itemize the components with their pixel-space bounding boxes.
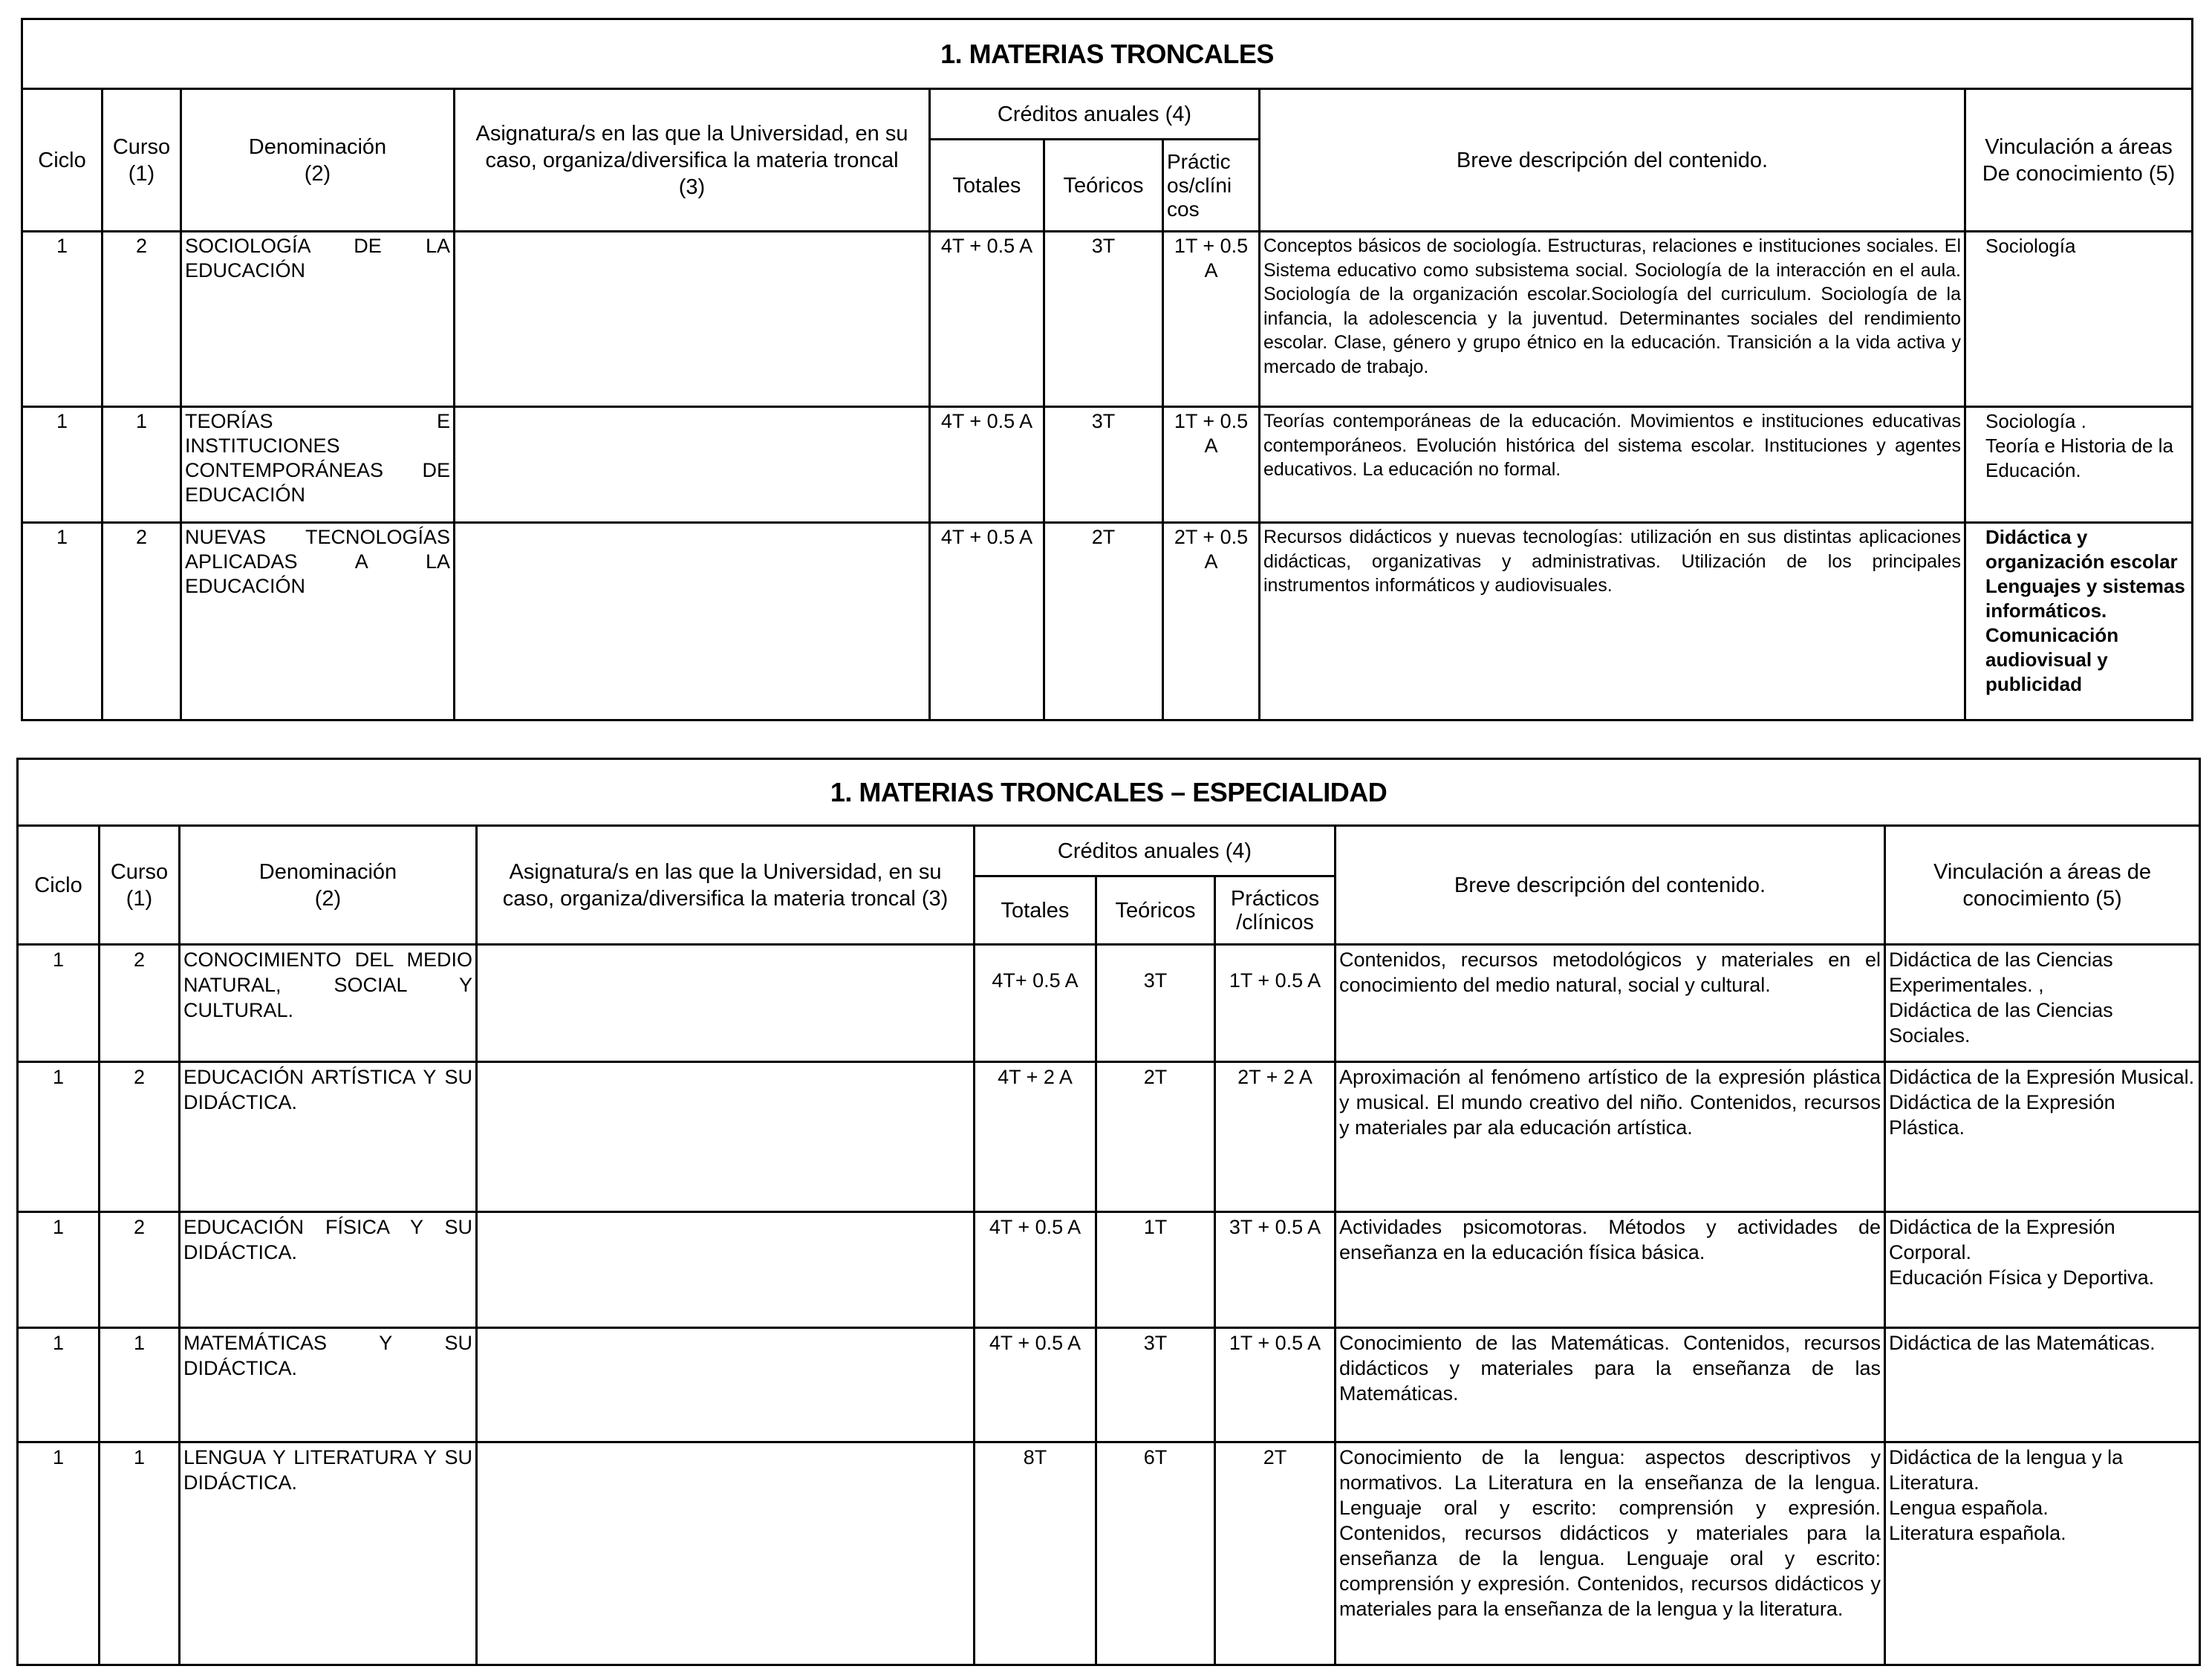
- cell-ciclo: 1: [22, 407, 103, 523]
- header-asignatura: Asignatura/s en las que la Universidad, en su caso, organiza/diversifica la materia troncal (3): [477, 826, 975, 945]
- cell-asignatura: [477, 945, 975, 1062]
- header-curso: [103, 89, 181, 232]
- area-item: Sociología .: [1985, 410, 2086, 432]
- cell-descripcion: Aproximación al fenómeno artístico de la expresión plástica y musical. El mundo creativo del niño. Contenidos, recursos y materiales par ala educación artística.: [1336, 1062, 1885, 1212]
- header-teoricos: Teóricos: [1044, 140, 1163, 232]
- table-row: [18, 1328, 2200, 1442]
- table-title: 1. MATERIAS TRONCALES – ESPECIALIDAD: [18, 759, 2200, 826]
- cell-vinculacion: [1885, 1328, 2200, 1442]
- cell-teoricos: 1T: [1096, 1212, 1215, 1328]
- cell-asignatura: [455, 407, 930, 523]
- header-asignatura: Asignatura/s en las que la Universidad, en su caso, organiza/diversifica la materia troncal (3): [455, 89, 930, 232]
- cell-ciclo: 1: [18, 1212, 100, 1328]
- area-item: Didáctica de las Ciencias Experimentales. ,: [1889, 949, 2113, 996]
- cell-totales: 4T + 2 A: [975, 1062, 1096, 1212]
- cell-asignatura: [477, 1062, 975, 1212]
- cell-practicos: 1T + 0.5 A: [1215, 1328, 1336, 1442]
- area-item: Sociología: [1985, 235, 2076, 257]
- cell-asignatura: [477, 1212, 975, 1328]
- cell-curso: 2: [100, 1062, 180, 1212]
- cell-denominacion: TEORÍAS E INSTITUCIONES CONTEMPORÁNEAS DE EDUCACIÓN: [181, 407, 455, 523]
- cell-descripcion: Conocimiento de la lengua: aspectos descriptivos y normativos. La Literatura en la enseñanza de la lengua. Lenguaje oral y escrito: comprensión y expresión. Contenidos, recursos didácticos y materiales para la enseñanza de la lengua. Lenguaje oral y escrito: comprensión y expresión. Contenidos, recursos didácticos y materiales para la enseñanza de la lengua y la literatura.: [1336, 1442, 1885, 1665]
- cell-teoricos: 3T: [1044, 232, 1163, 407]
- cell-descripcion: Conceptos básicos de sociología. Estructuras, relaciones e instituciones sociales. El Sistema educativo como subsistema social. Sociología de la interacción en el aula. Sociología de la organización escolar.Sociología del curriculum. Sociología de la infancia, la adolescencia y la juventud. Determinantes sociales del rendimiento escolar. Clase, género y grupo étnico en la educación. Transición a la vida activa y mercado de trabajo.: [1260, 232, 1965, 407]
- cell-totales: 4T + 0.5 A: [930, 407, 1044, 523]
- cell-asignatura: [477, 1442, 975, 1665]
- cell-ciclo: 1: [18, 1442, 100, 1665]
- table-row: [18, 1212, 2200, 1328]
- area-item: Didáctica de la Expresión Musical.: [1889, 1066, 2195, 1088]
- cell-denominacion: MATEMÁTICAS Y SU DIDÁCTICA.: [180, 1328, 477, 1442]
- cell-curso: 2: [103, 523, 181, 720]
- header-curso-label: Curso: [110, 859, 169, 884]
- area-item: Didáctica de la lengua y la Literatura.: [1889, 1446, 2124, 1494]
- cell-descripcion: Conocimiento de las Matemáticas. Contenidos, recursos didácticos y materiales para la enseñanza de las Matemáticas.: [1336, 1328, 1885, 1442]
- area-item: Didáctica de las Matemáticas.: [1889, 1332, 2156, 1354]
- area-item: Educación Física y Deportiva.: [1889, 1266, 2155, 1289]
- header-curso: [100, 826, 180, 945]
- cell-curso: 1: [103, 407, 181, 523]
- header-curso-note: (1): [128, 161, 155, 186]
- cell-curso: 1: [100, 1442, 180, 1665]
- cell-totales: 4T+ 0.5 A: [975, 945, 1096, 1062]
- cell-vinculacion: [1965, 407, 2193, 523]
- header-creditos: Créditos anuales (4): [930, 89, 1260, 140]
- cell-teoricos: 3T: [1096, 1328, 1215, 1442]
- cell-descripcion: Contenidos, recursos metodológicos y materiales en el conocimiento del medio natural, social y cultural.: [1336, 945, 1885, 1062]
- cell-practicos: 1T + 0.5 A: [1215, 945, 1336, 1062]
- area-item: Didáctica de las Ciencias Sociales.: [1889, 999, 2113, 1047]
- area-item: Literatura española.: [1889, 1522, 2066, 1544]
- header-vinculacion: [1965, 89, 2193, 232]
- cell-asignatura: [477, 1328, 975, 1442]
- cell-teoricos: 6T: [1096, 1442, 1215, 1665]
- header-ciclo: Ciclo: [22, 89, 103, 232]
- cell-practicos: 2T + 0.5 A: [1163, 523, 1260, 720]
- header-denominacion: [180, 826, 477, 945]
- cell-ciclo: 1: [18, 945, 100, 1062]
- area-item: Didáctica y organización escolar: [1985, 526, 2178, 573]
- header-curso-note: (1): [126, 886, 153, 911]
- table-row: [18, 1442, 2200, 1665]
- cell-practicos: 2T: [1215, 1442, 1336, 1665]
- cell-practicos: 3T + 0.5 A: [1215, 1212, 1336, 1328]
- header-descripcion: Breve descripción del contenido.: [1260, 89, 1965, 232]
- cell-curso: 1: [100, 1328, 180, 1442]
- table-title: 1. MATERIAS TRONCALES: [22, 19, 2193, 89]
- materias-troncales-table: [21, 18, 2193, 721]
- cell-denominacion: CONOCIMIENTO DEL MEDIO NATURAL, SOCIAL Y CULTURAL.: [180, 945, 477, 1062]
- area-item: Lengua española.: [1889, 1497, 2049, 1519]
- cell-totales: 4T + 0.5 A: [930, 523, 1044, 720]
- cell-curso: 2: [100, 945, 180, 1062]
- cell-curso: 2: [100, 1212, 180, 1328]
- header-denominacion-note: (2): [314, 886, 342, 911]
- header-ciclo: Ciclo: [18, 826, 100, 945]
- cell-asignatura: [455, 232, 930, 407]
- cell-asignatura: [455, 523, 930, 720]
- cell-descripcion: Actividades psicomotoras. Métodos y actividades de enseñanza en la educación física básica.: [1336, 1212, 1885, 1328]
- cell-curso: 2: [103, 232, 181, 407]
- header-totales: Totales: [975, 876, 1096, 945]
- cell-ciclo: 1: [18, 1328, 100, 1442]
- cell-denominacion: LENGUA Y LITERATURA Y SU DIDÁCTICA.: [180, 1442, 477, 1665]
- cell-vinculacion: [1885, 1212, 2200, 1328]
- cell-vinculacion: [1885, 1062, 2200, 1212]
- cell-ciclo: 1: [22, 523, 103, 720]
- cell-practicos: 2T + 2 A: [1215, 1062, 1336, 1212]
- cell-teoricos: 3T: [1044, 407, 1163, 523]
- header-teoricos: Teóricos: [1096, 876, 1215, 945]
- cell-descripcion: Teorías contemporáneas de la educación. Movimientos e instituciones educativas contemporáneos. Evolución histórica del sistema escolar. Instituciones y agentes educativos. La educación no formal.: [1260, 407, 1965, 523]
- cell-denominacion: EDUCACIÓN FÍSICA Y SU DIDÁCTICA.: [180, 1212, 477, 1328]
- header-totales: Totales: [930, 140, 1044, 232]
- table-row: [18, 1062, 2200, 1212]
- table-row: [22, 232, 2193, 407]
- table-row: [22, 523, 2193, 720]
- header-practicos: Prácticos /clínicos: [1215, 876, 1336, 945]
- cell-practicos: 1T + 0.5 A: [1163, 407, 1260, 523]
- cell-vinculacion: [1885, 945, 2200, 1062]
- header-vinculacion: Vinculación a áreas de conocimiento (5): [1885, 826, 2200, 945]
- table-row: [18, 945, 2200, 1062]
- cell-vinculacion: [1965, 232, 2193, 407]
- cell-totales: 4T + 0.5 A: [975, 1328, 1096, 1442]
- cell-teoricos: 2T: [1044, 523, 1163, 720]
- cell-totales: 8T: [975, 1442, 1096, 1665]
- cell-totales: 4T + 0.5 A: [975, 1212, 1096, 1328]
- header-denominacion: [181, 89, 455, 232]
- cell-vinculacion: [1885, 1442, 2200, 1665]
- cell-ciclo: 1: [22, 232, 103, 407]
- cell-practicos: 1T + 0.5 A: [1163, 232, 1260, 407]
- header-curso-label: Curso: [112, 134, 171, 159]
- cell-ciclo: 1: [18, 1062, 100, 1212]
- header-denominacion-label: Denominación: [248, 134, 387, 159]
- header-descripcion: Breve descripción del contenido.: [1336, 826, 1885, 945]
- table-row: [22, 407, 2193, 523]
- area-item: Lenguajes y sistemas informáticos.: [1985, 575, 2185, 622]
- header-practicos: Práctic os/clíni cos: [1163, 140, 1260, 232]
- cell-denominacion: SOCIOLOGÍA DE LA EDUCACIÓN: [181, 232, 455, 407]
- cell-denominacion: EDUCACIÓN ARTÍSTICA Y SU DIDÁCTICA.: [180, 1062, 477, 1212]
- header-denominacion-label: Denominación: [258, 859, 397, 884]
- area-item: Didáctica de la Expresión Plástica.: [1889, 1091, 2115, 1139]
- header-creditos: Créditos anuales (4): [975, 826, 1336, 876]
- cell-denominacion: NUEVAS TECNOLOGÍAS APLICADAS A LA EDUCACIÓN: [181, 523, 455, 720]
- area-item: Didáctica de la Expresión Corporal.: [1889, 1216, 2115, 1263]
- cell-teoricos: 2T: [1096, 1062, 1215, 1212]
- cell-descripcion: Recursos didácticos y nuevas tecnologías: utilización en sus distintas aplicaciones didácticas, organizativas y administrativas. Utilización de los principales instrumentos informáticos y audiovisuales.: [1260, 523, 1965, 720]
- materias-troncales-especialidad-table: [16, 758, 2201, 1666]
- cell-vinculacion: [1965, 523, 2193, 720]
- area-item: Comunicación audiovisual y publicidad: [1985, 624, 2119, 695]
- header-vinculacion-label: Vinculación a áreas De conocimiento (5): [1982, 134, 2176, 186]
- cell-totales: 4T + 0.5 A: [930, 232, 1044, 407]
- area-item: Teoría e Historia de la Educación.: [1985, 435, 2173, 481]
- cell-teoricos: 3T: [1096, 945, 1215, 1062]
- header-denominacion-note: (2): [304, 161, 331, 186]
